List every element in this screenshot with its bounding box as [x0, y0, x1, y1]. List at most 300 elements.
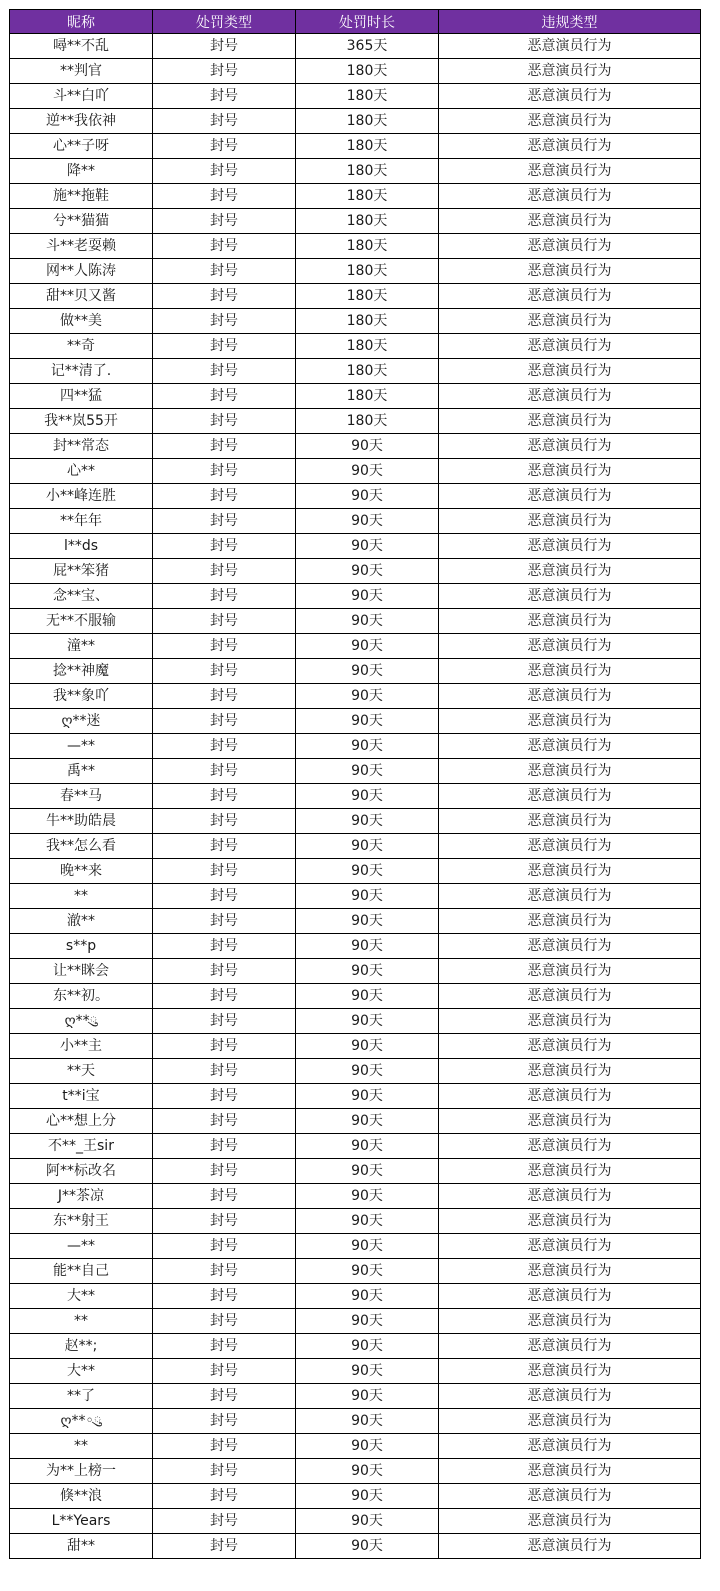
cell-penalty-duration: 90天: [296, 909, 439, 934]
cell-penalty-type: 封号: [153, 509, 296, 534]
cell-violation-type: 恶意演员行为: [439, 859, 701, 884]
cell-violation-type: 恶意演员行为: [439, 434, 701, 459]
cell-violation-type: 恶意演员行为: [439, 609, 701, 634]
cell-penalty-type: 封号: [153, 734, 296, 759]
cell-penalty-duration: 90天: [296, 1334, 439, 1359]
cell-nickname: 降**: [10, 159, 153, 184]
cell-penalty-type: 封号: [153, 309, 296, 334]
table-row: [10, 884, 701, 909]
cell-penalty-type: 封号: [153, 1134, 296, 1159]
cell-nickname: 念**宝、: [10, 584, 153, 609]
cell-violation-type: 恶意演员行为: [439, 534, 701, 559]
cell-penalty-duration: 90天: [296, 1384, 439, 1409]
cell-penalty-duration: 180天: [296, 109, 439, 134]
table-row: [10, 34, 701, 59]
cell-penalty-type: 封号: [153, 459, 296, 484]
cell-penalty-duration: 90天: [296, 709, 439, 734]
cell-penalty-duration: 180天: [296, 184, 439, 209]
penalty-table: [9, 9, 701, 1559]
cell-penalty-duration: 180天: [296, 134, 439, 159]
cell-penalty-type: 封号: [153, 109, 296, 134]
cell-penalty-type: 封号: [153, 534, 296, 559]
cell-penalty-duration: 90天: [296, 984, 439, 1009]
cell-penalty-type: 封号: [153, 1209, 296, 1234]
cell-penalty-type: 封号: [153, 59, 296, 84]
cell-violation-type: 恶意演员行为: [439, 259, 701, 284]
cell-penalty-type: 封号: [153, 984, 296, 1009]
cell-nickname: 网**人陈涛: [10, 259, 153, 284]
cell-violation-type: 恶意演员行为: [439, 884, 701, 909]
cell-nickname: 倏**浪: [10, 1484, 153, 1509]
header-penalty-type: 处罚类型: [153, 10, 296, 34]
table-row: [10, 759, 701, 784]
cell-violation-type: 恶意演员行为: [439, 334, 701, 359]
header-penalty-duration: 处罚时长: [296, 10, 439, 34]
cell-violation-type: 恶意演员行为: [439, 1059, 701, 1084]
cell-nickname: 做**美: [10, 309, 153, 334]
cell-nickname: 我**岚55开: [10, 409, 153, 434]
cell-violation-type: 恶意演员行为: [439, 559, 701, 584]
cell-nickname: 晚**来: [10, 859, 153, 884]
cell-penalty-type: 封号: [153, 334, 296, 359]
cell-nickname: 我**象吖: [10, 684, 153, 709]
cell-penalty-duration: 90天: [296, 484, 439, 509]
cell-penalty-duration: 180天: [296, 84, 439, 109]
cell-nickname: 禹**: [10, 759, 153, 784]
cell-nickname: **年年: [10, 509, 153, 534]
cell-nickname: 大**: [10, 1284, 153, 1309]
cell-violation-type: 恶意演员行为: [439, 1484, 701, 1509]
cell-penalty-duration: 180天: [296, 384, 439, 409]
table-row: [10, 84, 701, 109]
cell-penalty-duration: 90天: [296, 1309, 439, 1334]
cell-nickname: 无**不服输: [10, 609, 153, 634]
cell-penalty-type: 封号: [153, 434, 296, 459]
table-row: [10, 1434, 701, 1459]
table-row: [10, 1059, 701, 1084]
table-row: [10, 134, 701, 159]
cell-penalty-duration: 90天: [296, 434, 439, 459]
cell-violation-type: 恶意演员行为: [439, 459, 701, 484]
cell-penalty-type: 封号: [153, 584, 296, 609]
cell-nickname: 赵**;: [10, 1334, 153, 1359]
cell-violation-type: 恶意演员行为: [439, 1459, 701, 1484]
table-row: [10, 1284, 701, 1309]
cell-violation-type: 恶意演员行为: [439, 759, 701, 784]
cell-penalty-type: 封号: [153, 1159, 296, 1184]
cell-penalty-duration: 90天: [296, 1409, 439, 1434]
table-row: [10, 684, 701, 709]
cell-penalty-duration: 90天: [296, 1059, 439, 1084]
cell-penalty-duration: 180天: [296, 284, 439, 309]
table-row: [10, 109, 701, 134]
cell-nickname: **: [10, 1434, 153, 1459]
cell-penalty-type: 封号: [153, 934, 296, 959]
cell-penalty-type: 封号: [153, 1084, 296, 1109]
cell-penalty-type: 封号: [153, 884, 296, 909]
table-row: [10, 59, 701, 84]
cell-violation-type: 恶意演员行为: [439, 409, 701, 434]
cell-nickname: **判官: [10, 59, 153, 84]
table-row: [10, 459, 701, 484]
cell-nickname: 斗**白吖: [10, 84, 153, 109]
cell-violation-type: 恶意演员行为: [439, 1209, 701, 1234]
cell-penalty-type: 封号: [153, 384, 296, 409]
cell-violation-type: 恶意演员行为: [439, 34, 701, 59]
cell-nickname: 捻**神魔: [10, 659, 153, 684]
cell-nickname: 潼**: [10, 634, 153, 659]
header-violation-type: 违规类型: [439, 10, 701, 34]
cell-penalty-duration: 90天: [296, 1084, 439, 1109]
cell-penalty-duration: 365天: [296, 34, 439, 59]
table-row: [10, 584, 701, 609]
cell-violation-type: 恶意演员行为: [439, 359, 701, 384]
cell-penalty-duration: 180天: [296, 209, 439, 234]
cell-penalty-type: 封号: [153, 1534, 296, 1559]
table-row: [10, 834, 701, 859]
cell-penalty-type: 封号: [153, 84, 296, 109]
cell-penalty-type: 封号: [153, 1334, 296, 1359]
table-row: [10, 334, 701, 359]
table-row: [10, 859, 701, 884]
table-row: [10, 209, 701, 234]
cell-penalty-duration: 90天: [296, 1509, 439, 1534]
cell-violation-type: 恶意演员行为: [439, 784, 701, 809]
cell-penalty-duration: 90天: [296, 834, 439, 859]
cell-violation-type: 恶意演员行为: [439, 1409, 701, 1434]
cell-nickname: **天: [10, 1059, 153, 1084]
cell-nickname: ღ**ུ: [10, 1009, 153, 1034]
cell-violation-type: 恶意演员行为: [439, 1159, 701, 1184]
table-row: [10, 984, 701, 1009]
cell-penalty-type: 封号: [153, 1184, 296, 1209]
table-row: [10, 659, 701, 684]
cell-penalty-duration: 90天: [296, 1434, 439, 1459]
cell-nickname: 东**初。: [10, 984, 153, 1009]
table-row: [10, 1184, 701, 1209]
table-row: [10, 259, 701, 284]
cell-violation-type: 恶意演员行为: [439, 1309, 701, 1334]
table-row: [10, 609, 701, 634]
cell-penalty-duration: 90天: [296, 1159, 439, 1184]
cell-violation-type: 恶意演员行为: [439, 834, 701, 859]
cell-nickname: 心**: [10, 459, 153, 484]
cell-penalty-type: 封号: [153, 209, 296, 234]
cell-penalty-type: 封号: [153, 484, 296, 509]
table-row: [10, 1384, 701, 1409]
cell-nickname: l**ds: [10, 534, 153, 559]
cell-penalty-duration: 180天: [296, 409, 439, 434]
cell-nickname: 大**: [10, 1359, 153, 1384]
table-row: [10, 1234, 701, 1259]
cell-violation-type: 恶意演员行为: [439, 1009, 701, 1034]
table-row: [10, 809, 701, 834]
cell-nickname: —**: [10, 734, 153, 759]
cell-violation-type: 恶意演员行为: [439, 1334, 701, 1359]
cell-penalty-type: 封号: [153, 259, 296, 284]
table-row: [10, 1084, 701, 1109]
table-row: [10, 1109, 701, 1134]
cell-violation-type: 恶意演员行为: [439, 84, 701, 109]
cell-violation-type: 恶意演员行为: [439, 1234, 701, 1259]
cell-violation-type: 恶意演员行为: [439, 1109, 701, 1134]
table-row: [10, 359, 701, 384]
cell-penalty-type: 封号: [153, 409, 296, 434]
cell-nickname: 四**猛: [10, 384, 153, 409]
table-row: [10, 1259, 701, 1284]
cell-nickname: 我**怎么看: [10, 834, 153, 859]
table-row: [10, 409, 701, 434]
cell-violation-type: 恶意演员行为: [439, 1534, 701, 1559]
cell-penalty-type: 封号: [153, 709, 296, 734]
cell-violation-type: 恶意演员行为: [439, 709, 701, 734]
cell-penalty-type: 封号: [153, 134, 296, 159]
cell-violation-type: 恶意演员行为: [439, 1259, 701, 1284]
table-row: [10, 1159, 701, 1184]
cell-nickname: 能**自己: [10, 1259, 153, 1284]
cell-penalty-type: 封号: [153, 759, 296, 784]
cell-penalty-duration: 90天: [296, 1484, 439, 1509]
cell-penalty-type: 封号: [153, 1459, 296, 1484]
table-row: [10, 384, 701, 409]
cell-violation-type: 恶意演员行为: [439, 1509, 701, 1534]
cell-violation-type: 恶意演员行为: [439, 684, 701, 709]
cell-penalty-type: 封号: [153, 1009, 296, 1034]
cell-violation-type: 恶意演员行为: [439, 284, 701, 309]
cell-nickname: 兮**猫猫: [10, 209, 153, 234]
cell-violation-type: 恶意演员行为: [439, 1184, 701, 1209]
table-row: [10, 1509, 701, 1534]
cell-penalty-type: 封号: [153, 1384, 296, 1409]
cell-nickname: L**Years: [10, 1509, 153, 1534]
cell-penalty-type: 封号: [153, 1234, 296, 1259]
cell-violation-type: 恶意演员行为: [439, 1034, 701, 1059]
cell-violation-type: 恶意演员行为: [439, 1284, 701, 1309]
cell-nickname: 让**眯会: [10, 959, 153, 984]
cell-penalty-type: 封号: [153, 659, 296, 684]
cell-penalty-duration: 90天: [296, 1184, 439, 1209]
cell-penalty-duration: 180天: [296, 334, 439, 359]
cell-penalty-duration: 90天: [296, 559, 439, 584]
cell-violation-type: 恶意演员行为: [439, 909, 701, 934]
cell-penalty-type: 封号: [153, 359, 296, 384]
cell-penalty-type: 封号: [153, 959, 296, 984]
cell-nickname: **: [10, 884, 153, 909]
cell-penalty-type: 封号: [153, 1109, 296, 1134]
cell-violation-type: 恶意演员行为: [439, 734, 701, 759]
cell-penalty-duration: 180天: [296, 159, 439, 184]
cell-penalty-duration: 90天: [296, 1534, 439, 1559]
cell-penalty-type: 封号: [153, 1484, 296, 1509]
penalty-table-container: [9, 9, 701, 1559]
cell-nickname: 甜**: [10, 1534, 153, 1559]
table-row: [10, 1409, 701, 1434]
cell-penalty-type: 封号: [153, 184, 296, 209]
cell-penalty-duration: 90天: [296, 859, 439, 884]
cell-nickname: 记**清了.: [10, 359, 153, 384]
cell-penalty-type: 封号: [153, 1409, 296, 1434]
cell-violation-type: 恶意演员行为: [439, 134, 701, 159]
cell-penalty-duration: 90天: [296, 1034, 439, 1059]
cell-penalty-duration: 90天: [296, 509, 439, 534]
cell-violation-type: 恶意演员行为: [439, 1134, 701, 1159]
table-row: [10, 309, 701, 334]
table-row: [10, 1009, 701, 1034]
table-row: [10, 284, 701, 309]
cell-nickname: 屁**笨猪: [10, 559, 153, 584]
table-row: [10, 1034, 701, 1059]
table-row: [10, 184, 701, 209]
cell-penalty-duration: 90天: [296, 1284, 439, 1309]
cell-nickname: s**p: [10, 934, 153, 959]
cell-penalty-type: 封号: [153, 234, 296, 259]
cell-nickname: 噚**不乱: [10, 34, 153, 59]
table-row: [10, 234, 701, 259]
cell-nickname: 牛**助皓晨: [10, 809, 153, 834]
cell-penalty-type: 封号: [153, 909, 296, 934]
cell-violation-type: 恶意演员行为: [439, 109, 701, 134]
table-row: [10, 934, 701, 959]
cell-penalty-duration: 90天: [296, 959, 439, 984]
cell-nickname: 小**主: [10, 1034, 153, 1059]
table-row: [10, 484, 701, 509]
cell-penalty-type: 封号: [153, 1059, 296, 1084]
cell-penalty-type: 封号: [153, 1434, 296, 1459]
cell-violation-type: 恶意演员行为: [439, 1084, 701, 1109]
cell-penalty-type: 封号: [153, 634, 296, 659]
cell-penalty-type: 封号: [153, 1259, 296, 1284]
cell-penalty-duration: 180天: [296, 234, 439, 259]
table-row: [10, 1459, 701, 1484]
cell-penalty-type: 封号: [153, 1284, 296, 1309]
cell-penalty-duration: 90天: [296, 809, 439, 834]
cell-violation-type: 恶意演员行为: [439, 159, 701, 184]
table-row: [10, 709, 701, 734]
cell-penalty-duration: 90天: [296, 1359, 439, 1384]
cell-penalty-duration: 90天: [296, 634, 439, 659]
header-nickname: 昵称: [10, 10, 153, 34]
cell-penalty-type: 封号: [153, 609, 296, 634]
cell-violation-type: 恶意演员行为: [439, 934, 701, 959]
table-row: [10, 634, 701, 659]
cell-nickname: J**茶凉: [10, 1184, 153, 1209]
cell-nickname: 封**常态: [10, 434, 153, 459]
cell-nickname: 心**子呀: [10, 134, 153, 159]
table-row: [10, 1359, 701, 1384]
cell-penalty-type: 封号: [153, 859, 296, 884]
cell-nickname: **: [10, 1309, 153, 1334]
table-row: [10, 784, 701, 809]
cell-penalty-type: 封号: [153, 34, 296, 59]
table-header: [10, 10, 701, 34]
cell-penalty-type: 封号: [153, 1309, 296, 1334]
cell-penalty-duration: 90天: [296, 1459, 439, 1484]
cell-penalty-duration: 90天: [296, 534, 439, 559]
cell-penalty-duration: 180天: [296, 359, 439, 384]
cell-violation-type: 恶意演员行为: [439, 384, 701, 409]
cell-violation-type: 恶意演员行为: [439, 959, 701, 984]
table-row: [10, 1309, 701, 1334]
cell-nickname: 斗**老耍赖: [10, 234, 153, 259]
table-row: [10, 1334, 701, 1359]
cell-nickname: 阿**标改名: [10, 1159, 153, 1184]
cell-violation-type: 恶意演员行为: [439, 809, 701, 834]
cell-nickname: 小**峰连胜: [10, 484, 153, 509]
table-row: [10, 1534, 701, 1559]
table-row: [10, 959, 701, 984]
cell-violation-type: 恶意演员行为: [439, 1434, 701, 1459]
header-row: [10, 10, 701, 34]
cell-nickname: 施**拖鞋: [10, 184, 153, 209]
table-row: [10, 509, 701, 534]
cell-penalty-type: 封号: [153, 159, 296, 184]
cell-penalty-type: 封号: [153, 1359, 296, 1384]
cell-nickname: t**i宝: [10, 1084, 153, 1109]
cell-violation-type: 恶意演员行为: [439, 59, 701, 84]
cell-nickname: —**: [10, 1234, 153, 1259]
cell-nickname: ღ**◦ུ: [10, 1409, 153, 1434]
cell-nickname: 逆**我依神: [10, 109, 153, 134]
table-body: [10, 34, 701, 1559]
cell-penalty-type: 封号: [153, 834, 296, 859]
cell-penalty-duration: 180天: [296, 309, 439, 334]
cell-violation-type: 恶意演员行为: [439, 1384, 701, 1409]
cell-penalty-duration: 90天: [296, 784, 439, 809]
cell-penalty-duration: 90天: [296, 759, 439, 784]
table-row: [10, 559, 701, 584]
cell-penalty-type: 封号: [153, 784, 296, 809]
cell-violation-type: 恶意演员行为: [439, 1359, 701, 1384]
cell-penalty-duration: 90天: [296, 659, 439, 684]
cell-penalty-duration: 90天: [296, 584, 439, 609]
cell-violation-type: 恶意演员行为: [439, 309, 701, 334]
cell-penalty-duration: 90天: [296, 609, 439, 634]
cell-penalty-duration: 90天: [296, 1234, 439, 1259]
cell-nickname: **了: [10, 1384, 153, 1409]
cell-nickname: 澈**: [10, 909, 153, 934]
cell-penalty-duration: 90天: [296, 684, 439, 709]
cell-penalty-duration: 90天: [296, 1009, 439, 1034]
cell-violation-type: 恶意演员行为: [439, 184, 701, 209]
cell-penalty-type: 封号: [153, 1509, 296, 1534]
table-row: [10, 909, 701, 934]
cell-nickname: 甜**贝又酱: [10, 284, 153, 309]
cell-penalty-type: 封号: [153, 684, 296, 709]
cell-penalty-type: 封号: [153, 559, 296, 584]
cell-violation-type: 恶意演员行为: [439, 634, 701, 659]
cell-penalty-duration: 90天: [296, 1109, 439, 1134]
cell-penalty-duration: 90天: [296, 884, 439, 909]
table-row: [10, 434, 701, 459]
cell-nickname: **奇: [10, 334, 153, 359]
table-row: [10, 159, 701, 184]
cell-penalty-type: 封号: [153, 284, 296, 309]
cell-penalty-duration: 90天: [296, 734, 439, 759]
table-row: [10, 1134, 701, 1159]
cell-nickname: 不**_王sir: [10, 1134, 153, 1159]
table-row: [10, 1484, 701, 1509]
cell-nickname: 东**射王: [10, 1209, 153, 1234]
table-row: [10, 1209, 701, 1234]
cell-penalty-duration: 90天: [296, 459, 439, 484]
cell-penalty-duration: 90天: [296, 1259, 439, 1284]
cell-violation-type: 恶意演员行为: [439, 984, 701, 1009]
cell-penalty-duration: 90天: [296, 934, 439, 959]
table-row: [10, 734, 701, 759]
cell-violation-type: 恶意演员行为: [439, 584, 701, 609]
cell-penalty-duration: 90天: [296, 1134, 439, 1159]
cell-violation-type: 恶意演员行为: [439, 234, 701, 259]
